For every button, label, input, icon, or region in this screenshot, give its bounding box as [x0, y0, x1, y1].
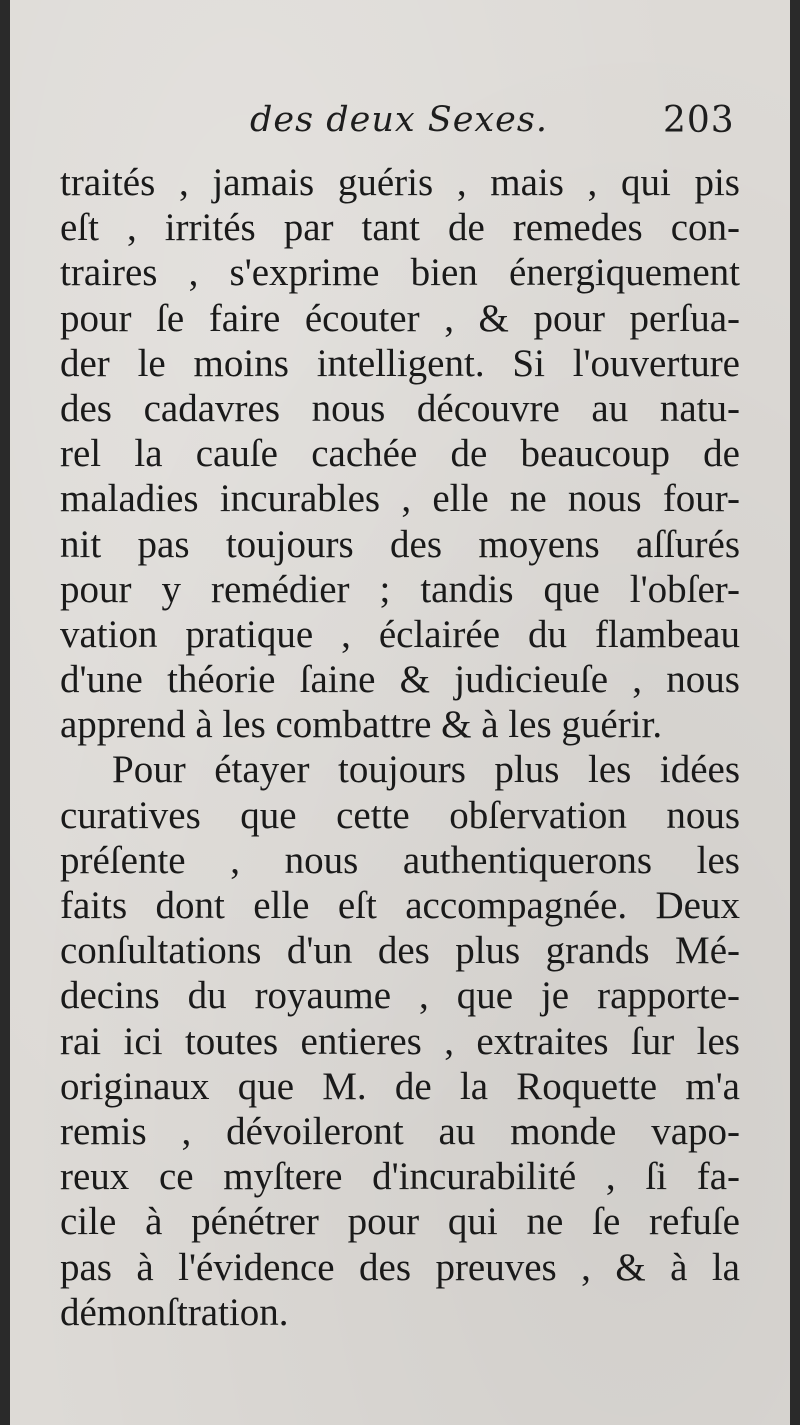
text-line: cile à pénétrer pour qui ne ſe refuſe — [60, 1200, 740, 1244]
text-line: pour ſe faire écouter , & pour perſua- — [60, 296, 740, 340]
text-line: d'une théorie ſaine & judicieuſe , nous — [60, 658, 740, 702]
text-line: pour y remédier ; tandis que l'obſer- — [60, 567, 740, 611]
text-line: apprend à les combattre & à les guérir. — [60, 703, 663, 747]
text-line: der le moins intelligent. Si l'ouverture — [60, 341, 740, 385]
text-line: rel la cauſe cachée de beaucoup de — [60, 432, 740, 476]
text-line: reux ce myſtere d'incurabilité , ſi fa- — [60, 1155, 740, 1199]
text-line: conſultations d'un des plus grands Mé- — [60, 929, 740, 973]
text-line: pas à l'évidence des preuves , & à la — [60, 1245, 740, 1289]
text-line: faits dont elle eſt accompagnée. Deux — [60, 884, 740, 927]
text-line: maladies incurables , elle ne nous four- — [60, 477, 740, 521]
text-line: nit pas toujours des moyens aſſurés — [60, 522, 740, 566]
running-head — [10, 100, 790, 150]
text-line: traires , s'exprime bien énergiquement — [60, 251, 740, 295]
text-line: decins du royaume , que je rapporte- — [60, 974, 740, 1018]
text-line: des cadavres nous découvre au natu- — [60, 386, 740, 430]
body-text — [60, 160, 740, 1335]
running-head-title: des deux Sexes. — [250, 100, 548, 140]
text-line: rai ici toutes entieres , extraites ſur les — [60, 1019, 740, 1063]
paragraph-first-line: Pour étayer toujours plus les idées — [112, 748, 740, 792]
text-line: remis , dévoileront au monde vapo- — [60, 1109, 740, 1153]
text-line: originaux que M. de la Roquette m'a — [60, 1064, 740, 1108]
book-page — [10, 0, 790, 1425]
text-line: curatives que cette obſervation nous — [60, 793, 740, 837]
text-line: traités , jamais guéris , mais , qui pis — [60, 161, 740, 204]
text-line: démonſtration. — [60, 1290, 289, 1334]
text-line: eſt , irrités par tant de remedes con- — [60, 206, 740, 250]
text-line: vation pratique , éclairée du flambeau — [60, 612, 740, 656]
page-number: 203 — [663, 100, 735, 141]
text-line: préſente , nous authentiquerons les — [60, 838, 740, 882]
